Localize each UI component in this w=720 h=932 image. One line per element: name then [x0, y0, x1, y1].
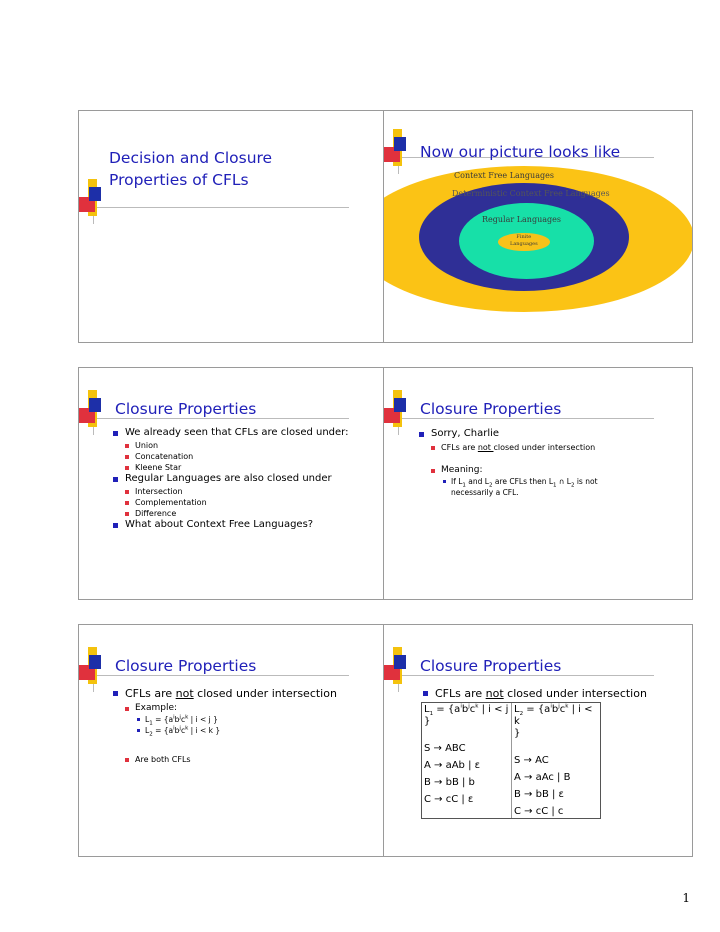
grammar-rule: C → cC | c [514, 806, 564, 817]
grammar-column-l2 [512, 703, 601, 818]
finite-label: Finite Languages [510, 234, 538, 247]
grammar-rule: B → bB | ε [514, 789, 564, 800]
grammar-rule: C → cC | ε [424, 794, 474, 805]
slide-title: Closure Properties [115, 400, 257, 418]
bullet: CFLs are not closed under intersection [421, 687, 684, 700]
slide-3 [78, 367, 388, 600]
bullet: We already seen that CFLs are closed under: [111, 427, 379, 439]
grammar-table [421, 702, 601, 819]
sub-bullet: Difference [111, 508, 379, 519]
slide-5 [78, 624, 388, 857]
slide-decoration [384, 647, 424, 697]
slide-2 [383, 110, 693, 343]
sub-bullet: Meaning: [417, 465, 684, 476]
sub-bullet: Kleene Star [111, 462, 379, 473]
bullet: Regular Languages are also closed under [111, 473, 379, 485]
slide-6 [383, 624, 693, 857]
sub-bullet: Are both CFLs [111, 754, 379, 765]
bullet: What about Context Free Languages? [111, 519, 379, 531]
bullet: CFLs are not closed under intersection [111, 687, 379, 700]
grammar-rule: A → aAc | B [514, 772, 571, 783]
dcfl-label: Deterministic Context Free Languages [452, 189, 610, 198]
language-l1: $L_1 = \{a^ib^jc^k$ | i < j } [111, 714, 379, 725]
sub-bullet: CFLs are not closed under intersection [417, 442, 684, 453]
grammar-header: $L_2 = \{a^ib^jc^k$ | i < k } [514, 703, 593, 739]
grammar-rule: A → aAb | ε [424, 760, 481, 771]
regular-label: Regular Languages [482, 215, 561, 224]
sub-bullet: Concatenation [111, 451, 379, 462]
cfl-label: Context Free Languages [454, 171, 554, 180]
grammar-column-l1 [422, 703, 511, 818]
slide-title: Closure Properties [420, 657, 562, 675]
page-number: 1 [682, 891, 690, 905]
sub-sub-bullet: If $L_1$ and $L_2$ are CFLs then $L_1$ ∩ $L_2$ is not necessarily a CFL. [417, 476, 631, 498]
sub-bullet: Complementation [111, 497, 379, 508]
slide-title: Closure Properties [115, 657, 257, 675]
sub-bullet: Union [111, 440, 379, 451]
slide-title: Decision and Closure Properties of CFLs [109, 149, 273, 189]
grammar-rule: B → bB | b [424, 777, 475, 788]
sub-bullet: Intersection [111, 486, 379, 497]
slide-4 [383, 367, 693, 600]
slide-title: Now our picture looks like [420, 143, 621, 161]
slide-decoration [384, 129, 424, 179]
slide-title: Closure Properties [420, 400, 562, 418]
sub-bullet: Example: [111, 703, 379, 714]
grammar-rule: S → AC [514, 755, 549, 766]
slide-1 [78, 110, 388, 343]
grammar-header: $L_1 = \{a^ib^jc^k$ | i < j } [424, 703, 509, 727]
bullet: Sorry, Charlie [417, 428, 684, 440]
grammar-rule: S → ABC [424, 743, 466, 754]
language-l2: $L_2 = \{a^ib^jc^k$ | i < k } [111, 725, 379, 736]
